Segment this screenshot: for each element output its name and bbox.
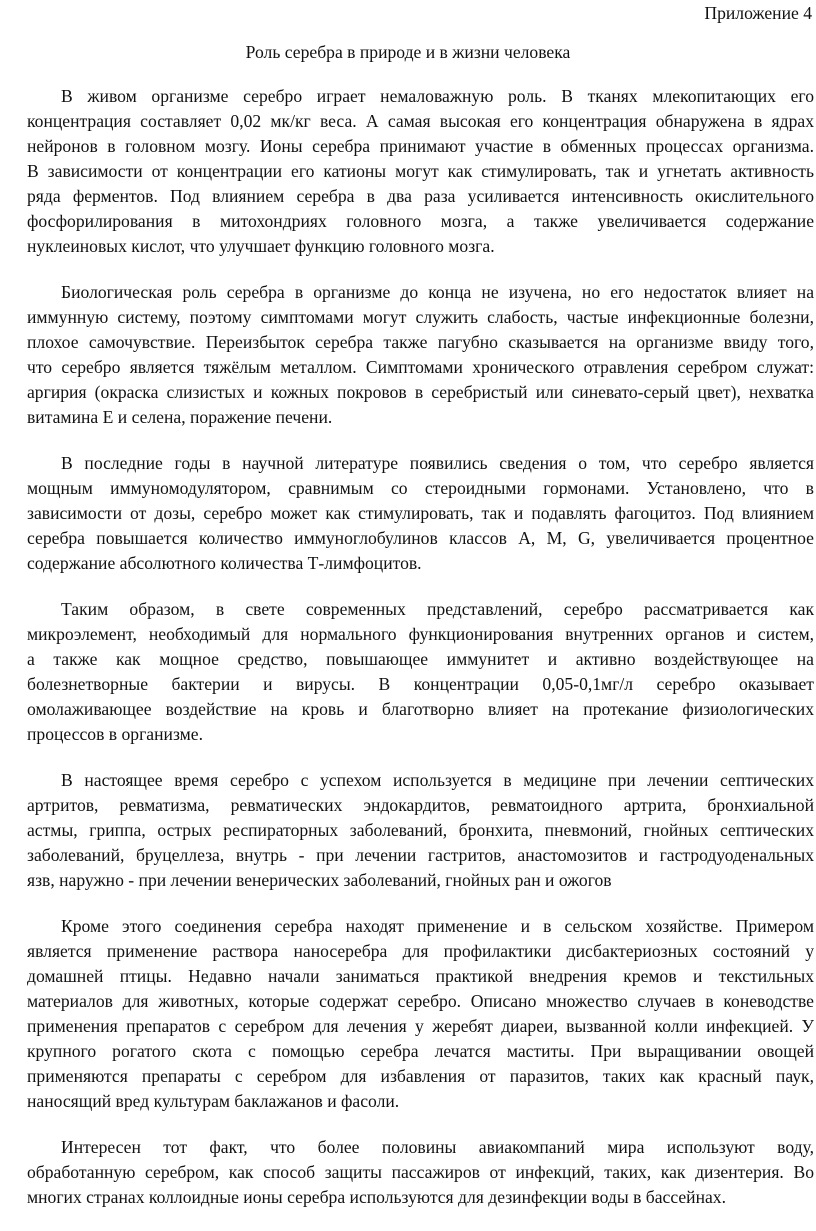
text-line: нейронов в головном мозгу. Ионы серебра принимают участие в обменных процессах организма.: [27, 136, 814, 156]
text-line: Интересен тот факт, что более половины авиакомпаний мира используют воду,: [61, 1137, 814, 1157]
paragraph: [27, 914, 814, 1114]
text-line: фосфорилирования в митохондриях головного мозга, а также увеличивается содержание: [27, 211, 814, 231]
text-line: многих странах коллоидные ионы серебра используются для дезинфекции воды в бассейнах.: [27, 1187, 727, 1207]
text-line: является применение раствора наносеребра для профилактики дисбактериозных состояний у: [27, 941, 814, 961]
text-line: В живом организме серебро играет немаловажную роль. В тканях млекопитающих его: [61, 86, 814, 106]
text-line: язв, наружно - при лечении венерических заболеваний, гнойных ран и ожогов: [27, 870, 612, 890]
text-line: плохое самочувствие. Переизбыток серебра также пагубно сказывается на организме ввиду того,: [27, 332, 814, 352]
appendix-label: Приложение 4: [704, 3, 812, 23]
text-line: наносящий вред культурам баклажанов и фасоли.: [27, 1091, 400, 1111]
paragraph: [27, 597, 814, 747]
text-line: нуклеиновых кислот, что улучшает функцию головного мозга.: [27, 236, 495, 256]
text-line: омолаживающее воздействие на кровь и благотворно влияет на протекание физиологических: [27, 699, 814, 719]
text-line: заболеваний, бруцеллеза, внутрь - при лечении гастритов, анастомозитов и гастродуоденальных: [27, 845, 814, 865]
text-line: процессов в организме.: [27, 724, 203, 744]
text-line: аргирия (окраска слизистых и кожных покровов в серебристый или синевато-серый цвет), нехватка: [27, 382, 814, 402]
text-line: материалов для животных, которые содержат серебро. Описано множество случаев в коневодстве: [27, 991, 814, 1011]
text-line: применения препаратов с серебром для лечения у жеребят диареи, вызванной колли инфекцией. У: [27, 1016, 814, 1036]
text-line: ряда ферментов. Под влиянием серебра в два раза усиливается интенсивность окислительного: [27, 186, 814, 206]
text-line: витамина Е и селена, поражение печени.: [27, 407, 333, 427]
text-line: серебра повышается количество иммуноглобулинов классов А, М, G, увеличивается процентное: [27, 528, 814, 548]
text-line: В настоящее время серебро с успехом используется в медицине при лечении септических: [61, 770, 814, 790]
text-line: мощным иммуномодулятором, сравнимым со стероидными гормонами. Установлено, что в: [27, 478, 814, 498]
text-line: Таким образом, в свете современных представлений, серебро рассматривается как: [61, 599, 814, 619]
text-line: В зависимости от концентрации его катионы могут как стимулировать, так и угнетать активность: [27, 161, 814, 181]
text-line: болезнетворные бактерии и вирусы. В концентрации 0,05-0,1мг/л серебро оказывает: [27, 674, 814, 694]
paragraph: [27, 451, 814, 576]
text-line: применяются препараты с серебром для избавления от паразитов, таких как красный паук,: [27, 1066, 814, 1086]
text-line: домашней птицы. Недавно начали заниматься практикой внедрения кремов и текстильных: [27, 966, 814, 986]
text-line: что серебро является тяжёлым металлом. Симптомами хронического отравления серебром служат:: [27, 357, 814, 377]
paragraph: [27, 768, 814, 893]
text-line: концентрация составляет 0,02 мк/кг веса. А самая высокая его концентрация обнаружена в ядрах: [27, 111, 814, 131]
text-line: Кроме этого соединения серебра находят применение и в сельском хозяйстве. Примером: [61, 916, 814, 936]
paragraph: [27, 84, 814, 259]
text-line: астмы, гриппа, острых респираторных заболеваний, бронхита, пневмоний, гнойных септических: [27, 820, 814, 840]
document-body: [27, 84, 814, 1231]
text-line: зависимости от дозы, серебро может как стимулировать, так и подавлять фагоцитоз. Под влиянием: [27, 503, 814, 523]
text-line: Биологическая роль серебра в организме до конца не изучена, но его недостаток влияет на: [61, 282, 814, 302]
text-line: обработанную серебром, как способ защиты пассажиров от инфекций, таких, как дизентерия. Во: [27, 1162, 814, 1182]
text-line: артритов, ревматизма, ревматических эндокардитов, ревматоидного артрита, бронхиальной: [27, 795, 814, 815]
text-line: микроэлемент, необходимый для нормального функционирования внутренних органов и систем,: [27, 624, 814, 644]
text-line: а также как мощное средство, повышающее иммунитет и активно воздействующее на: [27, 649, 814, 669]
text-line: В последние годы в научной литературе появились сведения о том, что серебро является: [61, 453, 814, 473]
text-line: иммунную систему, поэтому симптомами могут служить слабость, частые инфекционные болезни,: [27, 307, 814, 327]
paragraph: [27, 280, 814, 430]
document-title: Роль серебра в природе и в жизни человека: [245, 42, 571, 62]
text-line: содержание абсолютного количества Т-лимфоцитов.: [27, 553, 422, 573]
paragraph: [27, 1135, 814, 1210]
text-line: крупного рогатого скота с помощью серебра лечатся маститы. При выращивании овощей: [27, 1041, 814, 1061]
